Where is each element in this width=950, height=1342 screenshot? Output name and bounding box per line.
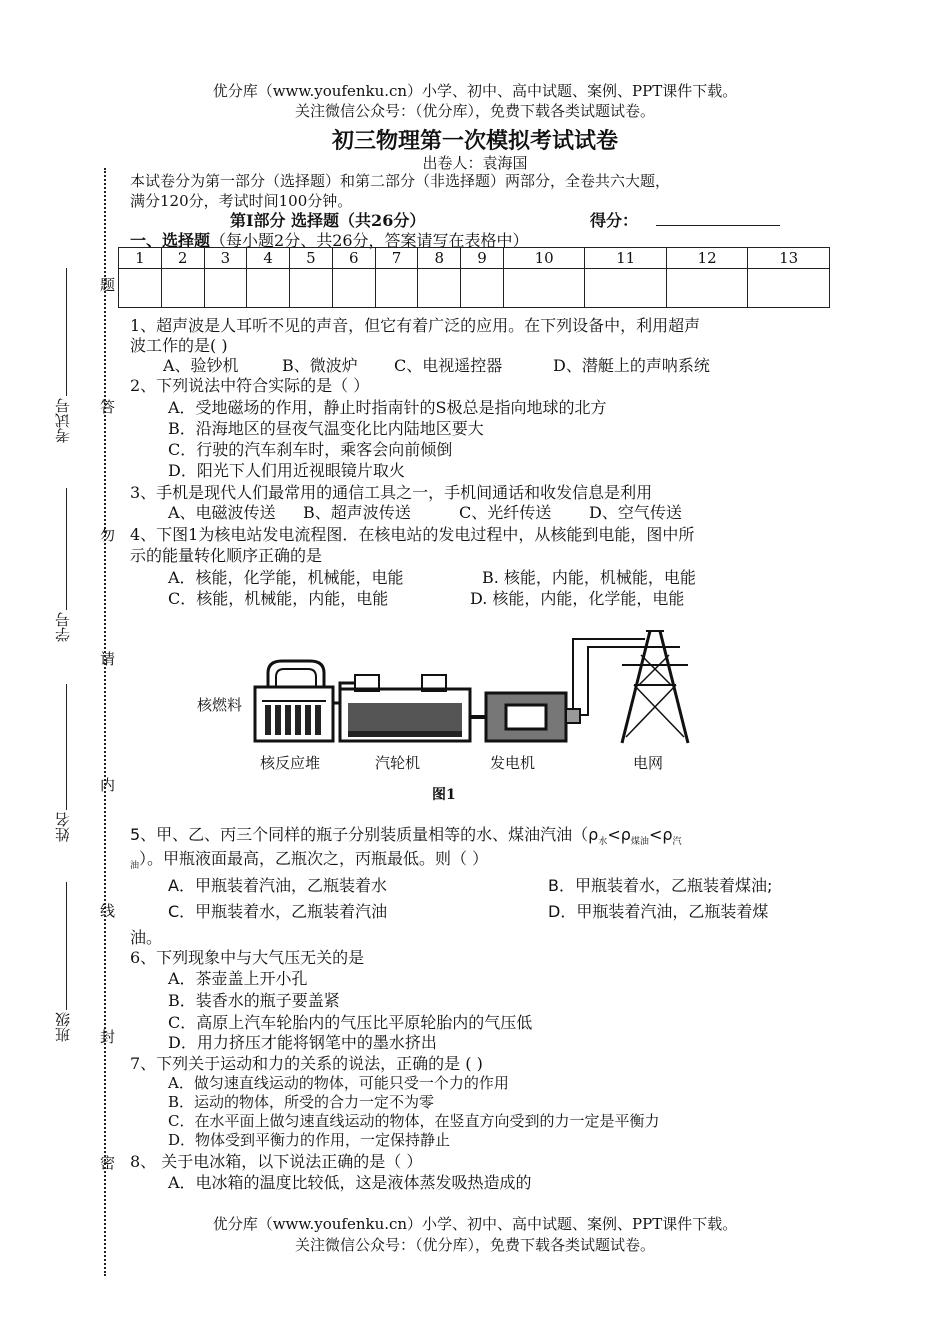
- q4-option-a: A．核能，化学能，机械能，电能: [168, 568, 404, 587]
- answer-col-header: 7: [375, 248, 418, 269]
- answer-cell[interactable]: [204, 269, 247, 308]
- field-name-blank[interactable]: [66, 684, 67, 810]
- field-class-blank[interactable]: [66, 882, 67, 1010]
- header-line-2: 关注微信公众号：（优分库），免费下载各类试题试卷。: [294, 102, 655, 120]
- q5-sub-gas: 汽: [672, 837, 682, 848]
- answer-col-header: 9: [461, 248, 504, 269]
- seal-char: 请: [100, 650, 116, 668]
- answer-cell[interactable]: [247, 269, 290, 308]
- q7-option-a: A．做匀速直线运动的物体，可能只受一个力的作用: [168, 1074, 509, 1092]
- q5-option-d-tail: 油。: [130, 928, 163, 947]
- q7-option-d: D．物体受到平衡力的作用，一定保持静止: [168, 1131, 451, 1149]
- seal-char: 线: [100, 902, 116, 920]
- answer-cell[interactable]: [119, 269, 162, 308]
- reactor-drawing: [255, 661, 333, 741]
- header-line-1: 优分库（www.youfenku.cn）小学、初中、高中试题、案例、PPT课件下载。: [212, 82, 738, 100]
- answer-table-header-row: [119, 248, 830, 269]
- section1-heading: 一、选择题: [130, 231, 211, 250]
- q1-stem-1: 1、超声波是人耳听不见的声音，但它有着广泛的应用。在下列设备中，利用超声: [130, 316, 701, 335]
- answer-col-header: 1: [119, 248, 162, 269]
- q6-option-b: B．装香水的瓶子要盖紧: [168, 991, 340, 1010]
- answer-col-header: 12: [666, 248, 747, 269]
- q2-option-a: A．受地磁场的作用，静止时指南针的S极总是指向地球的北方: [168, 398, 607, 417]
- seal-char: 密: [100, 1154, 116, 1172]
- answer-table: [118, 247, 830, 308]
- figure-caption: 图1: [432, 787, 456, 803]
- answer-col-header: 5: [290, 248, 333, 269]
- field-student-number-blank[interactable]: [66, 488, 67, 610]
- q2-option-b: B．沿海地区的昼夜气温变化比内陆地区要大: [168, 419, 484, 438]
- q7-stem: 7、下列关于运动和力的关系的说法，正确的是 ( ): [130, 1054, 483, 1073]
- q2-stem: 2、下列说法中符合实际的是（ ）: [130, 376, 370, 395]
- q8-option-a: A．电冰箱的温度比较低，这是液体蒸发吸热造成的: [168, 1173, 532, 1192]
- q7-option-b: B．运动的物体，所受的合力一定不为零: [168, 1093, 435, 1111]
- answer-col-header: 4: [247, 248, 290, 269]
- q5-option-c: C．甲瓶装着水，乙瓶装着汽油: [168, 902, 388, 921]
- field-student-number: 学号: [54, 612, 72, 642]
- fig-label-fuel: 核燃料: [197, 696, 243, 714]
- q5-stem-text: 5、甲、乙、丙三个同样的瓶子分别装质量相等的水、煤油汽油（ρ: [130, 825, 599, 844]
- intro-line-2: 满分120分，考试时间100分钟。: [130, 192, 353, 210]
- turbine-drawing: [340, 675, 470, 741]
- q3-option-c: C、光纤传送: [459, 503, 552, 522]
- answer-cell[interactable]: [585, 269, 666, 308]
- answer-cell[interactable]: [503, 269, 584, 308]
- q4-option-c: C．核能，机械能，内能，电能: [168, 589, 389, 608]
- q8-stem: 8、 关于电冰箱，以下说法正确的是（ ）: [130, 1152, 423, 1171]
- q1-option-a: A、验钞机: [163, 356, 239, 375]
- q5-stem-end: ）。甲瓶液面最高，乙瓶次之，丙瓶最低。则（ ）: [139, 849, 489, 868]
- q5-option-a: A．甲瓶装着汽油，乙瓶装着水: [168, 876, 387, 895]
- fig-label-turbine: 汽轮机: [375, 754, 421, 772]
- q4-stem-2: 示的能量转化顺序正确的是: [130, 546, 323, 565]
- q5-sub-kerosene: 煤油: [630, 837, 649, 848]
- q5-option-b: B．甲瓶装着水，乙瓶装着煤油;: [548, 876, 773, 895]
- q1-stem-2: 波工作的是( ): [130, 336, 228, 355]
- footer-line-2: 关注微信公众号：（优分库），免费下载各类试题试卷。: [294, 1236, 655, 1254]
- answer-cell[interactable]: [290, 269, 333, 308]
- q4-option-d: D. 核能，内能，化学能，电能: [470, 589, 685, 608]
- q1-option-b: B、微波炉: [282, 356, 358, 375]
- seal-char: 勿: [100, 526, 116, 544]
- seal-char: 答: [100, 398, 116, 416]
- answer-cell[interactable]: [666, 269, 747, 308]
- answer-cell[interactable]: [461, 269, 504, 308]
- q1-option-d: D、潜艇上的声呐系统: [553, 356, 710, 375]
- generator-drawing: [486, 693, 580, 741]
- footer-line-1: 优分库（www.youfenku.cn）小学、初中、高中试题、案例、PPT课件下载。: [212, 1215, 738, 1233]
- field-name: 姓名: [54, 812, 72, 842]
- q3-option-d: D、空气传送: [589, 503, 682, 522]
- q6-option-c: C．高原上汽车轮胎内的气压比平原轮胎内的气压低: [168, 1013, 533, 1032]
- q6-stem: 6、下列现象中与大气压无关的是: [130, 948, 365, 967]
- q5-option-d: D．甲瓶装着汽油，乙瓶装着煤: [548, 902, 769, 921]
- q4-option-b: B. 核能，内能，机械能，电能: [482, 568, 696, 587]
- q3-option-b: B、超声波传送: [303, 503, 411, 522]
- answer-cell[interactable]: [748, 269, 830, 308]
- part1-title: 第Ⅰ部分 选择题（共26分）: [230, 211, 426, 230]
- answer-cell[interactable]: [375, 269, 418, 308]
- q5-sub-water: 水: [598, 837, 608, 848]
- q3-stem: 3、手机是现代人们最常用的通信工具之一，手机间通话和收发信息是利用: [130, 483, 653, 502]
- q4-stem-1: 4、下图1为核电站发电流程图．在核电站的发电过程中，从核能到电能，图中所: [130, 525, 695, 544]
- answer-col-header: 8: [418, 248, 461, 269]
- q2-option-c: C．行驶的汽车刹车时，乘客会向前倾倒: [168, 440, 453, 459]
- q3-option-a: A、电磁波传送: [168, 503, 276, 522]
- q6-option-d: D．用力挤压才能将钢笔中的墨水挤出: [168, 1033, 437, 1052]
- q5-stem-2: [130, 846, 488, 871]
- exam-author: 出卷人：袁海国: [422, 154, 528, 172]
- fig-label-grid: 电网: [633, 754, 664, 772]
- answer-cell[interactable]: [332, 269, 375, 308]
- q5-less-than-2: <ρ: [648, 825, 673, 844]
- q1-option-c: C、电视遥控器: [394, 356, 503, 375]
- answer-col-header: 11: [585, 248, 666, 269]
- seal-char: 内: [100, 776, 116, 794]
- answer-col-header: 13: [748, 248, 830, 269]
- field-exam-number: 考试号: [54, 398, 72, 443]
- binding-dotted-line: [104, 168, 106, 1276]
- intro-line-1: 本试卷分为第一部分（选择题）和第二部分（非选择题）两部分，全卷共六大题，: [130, 172, 671, 190]
- exam-title: 初三物理第一次模拟考试试卷: [331, 128, 618, 154]
- score-blank[interactable]: [656, 225, 780, 226]
- field-class: 班级: [54, 1012, 72, 1042]
- q5-stem-1: [130, 822, 682, 847]
- fig-label-reactor: 核反应堆: [260, 754, 321, 772]
- fig-label-generator: 发电机: [490, 754, 536, 772]
- tower-drawing: [622, 631, 688, 743]
- nuclear-plant-figure: [190, 625, 710, 755]
- section1-note: （每小题2分、共26分，答案请写在表格中）: [210, 231, 529, 250]
- q5-less-than-1: <ρ: [607, 825, 631, 844]
- answer-cell[interactable]: [418, 269, 461, 308]
- q2-option-d: D．阳光下人们用近视眼镜片取火: [168, 461, 405, 480]
- q7-option-c: C．在水平面上做匀速直线运动的物体，在竖直方向受到的力一定是平衡力: [168, 1112, 660, 1130]
- answer-table-blank-row: [119, 269, 830, 308]
- answer-col-header: 2: [161, 248, 204, 269]
- field-exam-number-blank[interactable]: [66, 268, 67, 396]
- seal-char: 封: [100, 1028, 116, 1046]
- q5-sub-gas-2: 油: [130, 861, 140, 872]
- seal-char: 题: [100, 276, 116, 294]
- answer-cell[interactable]: [161, 269, 204, 308]
- score-label: 得分：: [590, 211, 639, 230]
- answer-col-header: 10: [503, 248, 584, 269]
- q6-option-a: A．茶壶盖上开小孔: [168, 969, 308, 988]
- answer-col-header: 3: [204, 248, 247, 269]
- answer-col-header: 6: [332, 248, 375, 269]
